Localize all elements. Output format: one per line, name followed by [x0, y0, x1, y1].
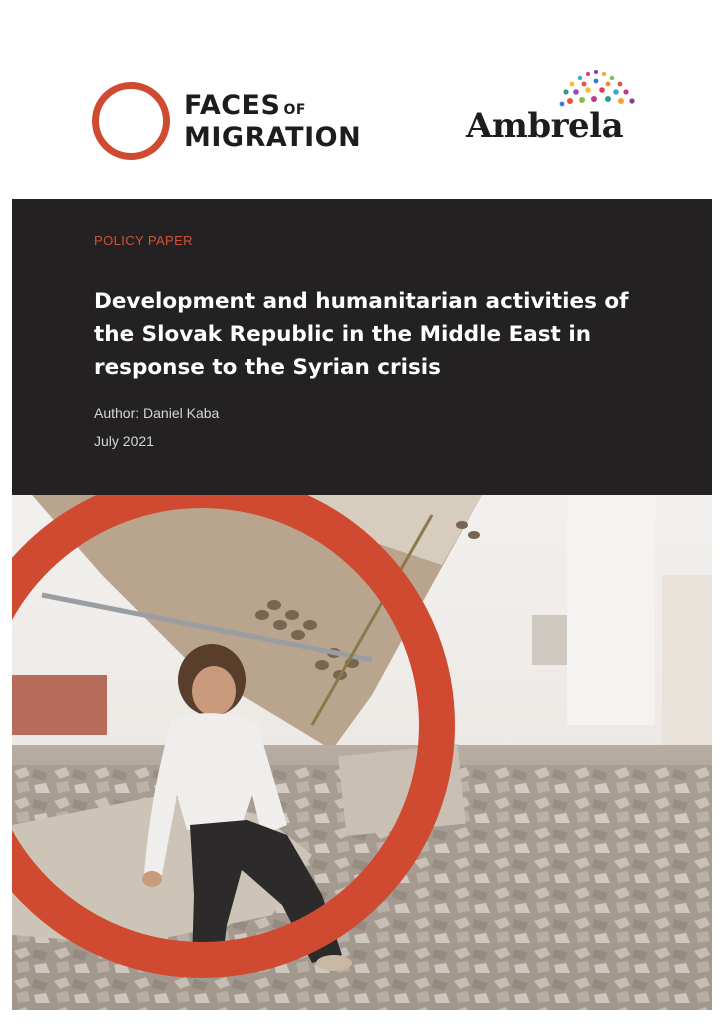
document-author: Author: Daniel Kaba — [94, 405, 220, 421]
title-band — [12, 199, 712, 495]
logo-word-faces: FACES — [184, 90, 281, 121]
document-date: July 2021 — [94, 433, 154, 449]
faces-of-migration-wordmark — [184, 92, 361, 152]
logo-word-of: OF — [283, 102, 306, 118]
faces-of-migration-logo — [92, 82, 362, 162]
logo-word-migration: MIGRATION — [184, 122, 362, 153]
ambrela-logo — [466, 68, 646, 158]
distant-building — [12, 675, 107, 735]
logo-line-1 — [184, 92, 361, 124]
concrete-pillar — [567, 495, 655, 725]
ambrela-wordmark: Ambrela — [466, 106, 624, 146]
document-type-label: POLICY PAPER — [94, 233, 193, 248]
cover-photo — [12, 495, 712, 1010]
circle-logo-icon — [92, 82, 170, 160]
document-title: Development and humanitarian activities of the Slovak Republic in the Middle East in response to the Syrian crisis — [94, 289, 629, 380]
